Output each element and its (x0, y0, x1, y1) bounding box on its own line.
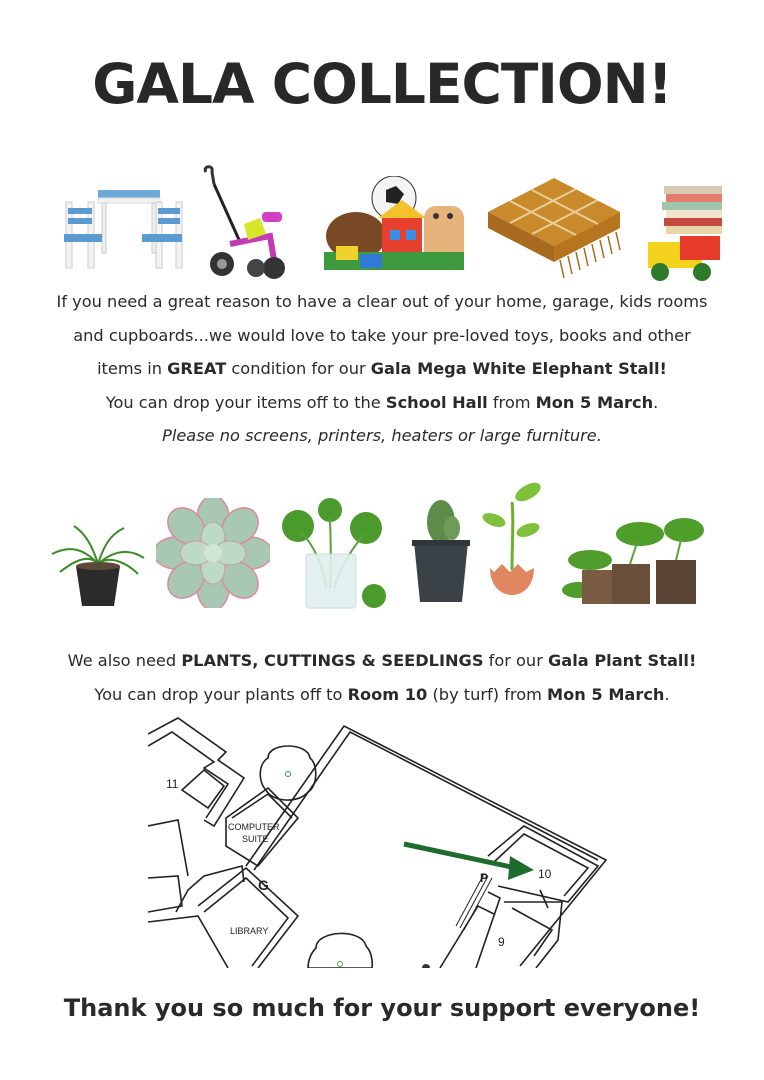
marker-p: P (480, 871, 489, 885)
intro-line-4-e: . (653, 392, 659, 412)
cactus-pot-image (408, 498, 474, 606)
computer-suite-label-1: COMPUTER (228, 822, 280, 832)
room-10-label: 10 (538, 867, 552, 881)
intro-line-3-a: items in (97, 359, 168, 379)
library-label: LIBRARY (230, 926, 269, 936)
school-map (148, 716, 608, 968)
items-image-row (0, 160, 764, 290)
spider-plant-image (50, 524, 146, 610)
plant-stall: Gala Plant Stall! (548, 651, 697, 670)
kids-table-chairs-image (62, 186, 186, 276)
computer-suite-label-2: SUITE (242, 834, 269, 844)
white-elephant-stall: Gala Mega White Elephant Stall! (370, 359, 667, 379)
tricycle-image (200, 164, 290, 280)
plants-line-2-e: . (664, 684, 670, 704)
plants-line-1 (30, 644, 734, 678)
school-hall: School Hall (385, 392, 488, 412)
room-9-label: 9 (498, 935, 505, 949)
thank-you-message: Thank you so much for your support everyone! (63, 994, 701, 1022)
room-10: Room 10 (347, 684, 428, 704)
toy-pile-image (316, 176, 476, 280)
plants-line-2-a: You can drop your plants off to (94, 684, 348, 704)
plants-line-2-c: (by turf) from (427, 684, 548, 704)
page-title: GALA COLLECTION! (92, 52, 672, 116)
plants-request-text (30, 644, 734, 711)
intro-line-4-c: from (487, 392, 536, 412)
cuttings-in-glass-image (278, 498, 390, 614)
drop-off-date: Mon 5 March (535, 392, 654, 412)
folded-blanket-image (480, 174, 632, 282)
intro-line-4-a: You can drop your items off to the (105, 392, 386, 412)
plants-line-2 (30, 678, 734, 712)
intro-line-2: and cupboards...we would love to take your pre-loved toys, books and other (73, 325, 691, 345)
plants-line-1-c: for our (483, 651, 548, 670)
seedling-eggshell-image (480, 480, 544, 606)
plants-image-row (0, 478, 764, 628)
marker-g: G (258, 877, 269, 893)
succulent-image (156, 498, 270, 608)
books-and-toy-truck-image (644, 182, 726, 284)
school-map-drawing (148, 716, 608, 968)
exclusions-note: Please no screens, printers, heaters or large furniture. (162, 426, 602, 446)
seedlings-peat-pots-image (560, 510, 710, 614)
intro-line-3-c: condition for our (226, 359, 371, 379)
plants-line-1-a: We also need (67, 651, 182, 670)
intro-line-5 (30, 419, 734, 453)
plants-drop-off-date: Mon 5 March (547, 684, 665, 704)
great-emphasis: GREAT (167, 359, 227, 379)
arrow-head (508, 856, 534, 880)
intro-line-3 (30, 352, 734, 386)
collection-intro-text (30, 285, 734, 453)
plants-cuttings-seedlings: PLANTS, CUTTINGS & SEEDLINGS (181, 651, 484, 670)
room-11-label: 11 (166, 777, 179, 791)
intro-line-1: If you need a great reason to have a clear out of your home, garage, kids rooms (56, 292, 708, 311)
intro-line-4 (30, 386, 734, 420)
